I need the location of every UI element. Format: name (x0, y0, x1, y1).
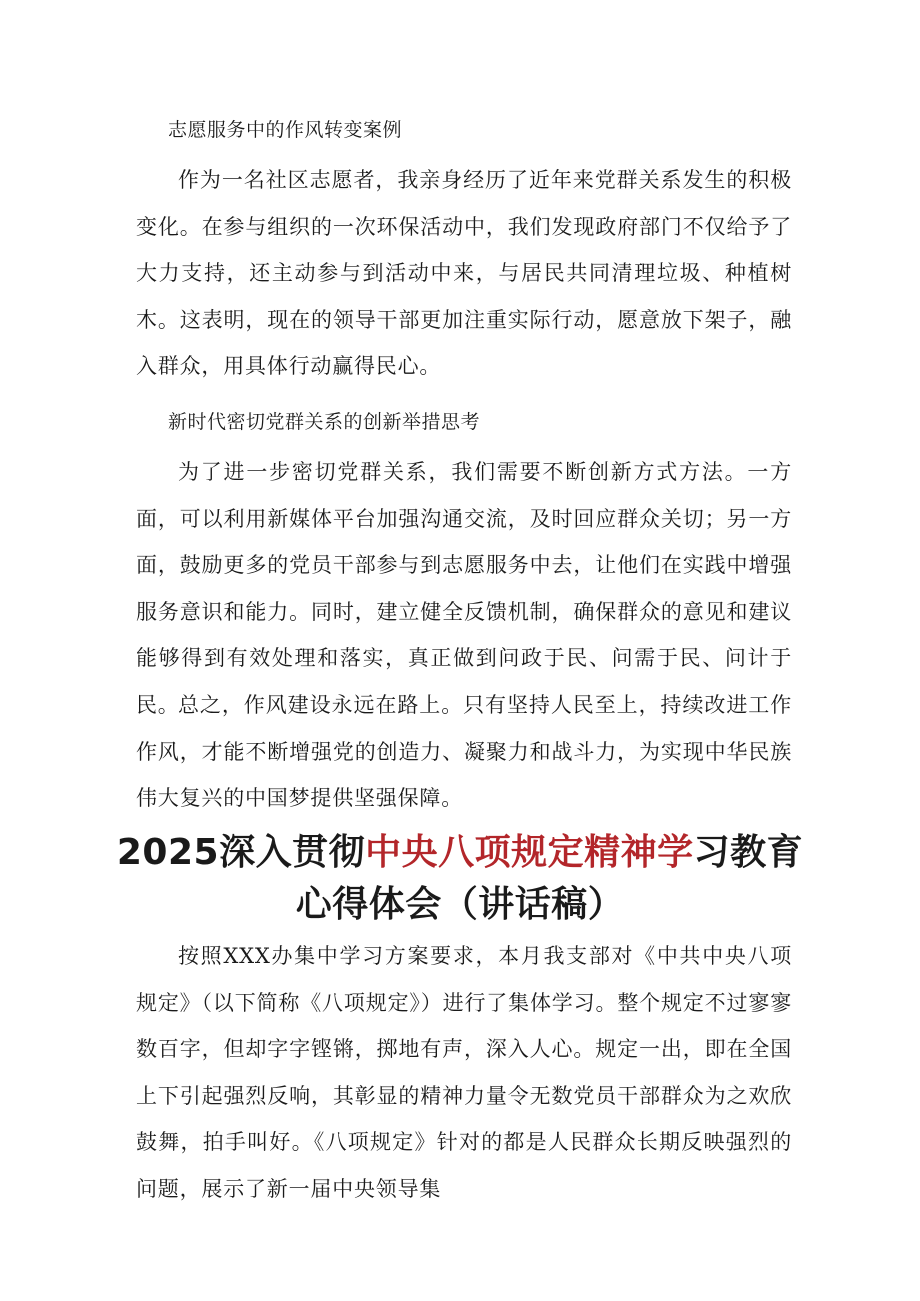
section-heading-volunteer-case: 志愿服务中的作风转变案例 (168, 119, 403, 141)
title-part-3: 习教育 (693, 832, 804, 873)
document-title-line-2: 心得体会（讲话稿） (295, 884, 625, 925)
paragraph-conclusion: 总之，作风建设永远在路上。只有坚持人民至上，持续改进工作作风，才能不断增强党的创造力、凝聚力和战斗力，为实现中华民族伟大复兴的中国梦提供坚强保障。 (136, 693, 792, 810)
section-heading-innovation: 新时代密切党群关系的创新举措思考 (168, 411, 481, 433)
paragraph-study-report: 按照XXX办集中学习方案要求，本月我支部对《中共中央八项规定》（以下简称《八项规定》）进行了集体学习。整个规定不过寥寥数百字，但却字字铿锵，掷地有声，深入人心。规定一出，即在全国上下引起强烈反响，其彰显的精神力量令无数党员干部群众为之欢欣鼓舞，拍手叫好。《八项规定》针对的都是人民群众长期反映强烈的问题，展示了新一届中央领导集 (136, 944, 792, 1201)
paragraph-innovation: 为了进一步密切党群关系，我们需要不断创新方式方法。一方面，可以利用新媒体平台加强沟通交流，及时回应群众关切；另一方面，鼓励更多的党员干部参与到志愿服务中去，让他们在实践中增强服务意识和能力。同时，建立健全反馈机制，确保群众的意见和建议能够得到有效处理和落实，真正做到问政于民、问需于民、问计于民。 (136, 460, 792, 717)
title-part-red: 中央八项规定精神学 (365, 832, 694, 873)
paragraph-volunteer-case: 作为一名社区志愿者，我亲身经历了近年来党群关系发生的积极变化。在参与组织的一次环保活动中，我们发现政府部门不仅给予了大力支持，还主动参与到活动中来，与居民共同清理垃圾、种植树木。这表明，现在的领导干部更加注重实际行动，愿意放下架子，融入群众，用具体行动赢得民心。 (136, 168, 792, 378)
title-part-1: 2025深入贯彻 (116, 832, 366, 873)
document-title-line-1 (60, 826, 860, 880)
